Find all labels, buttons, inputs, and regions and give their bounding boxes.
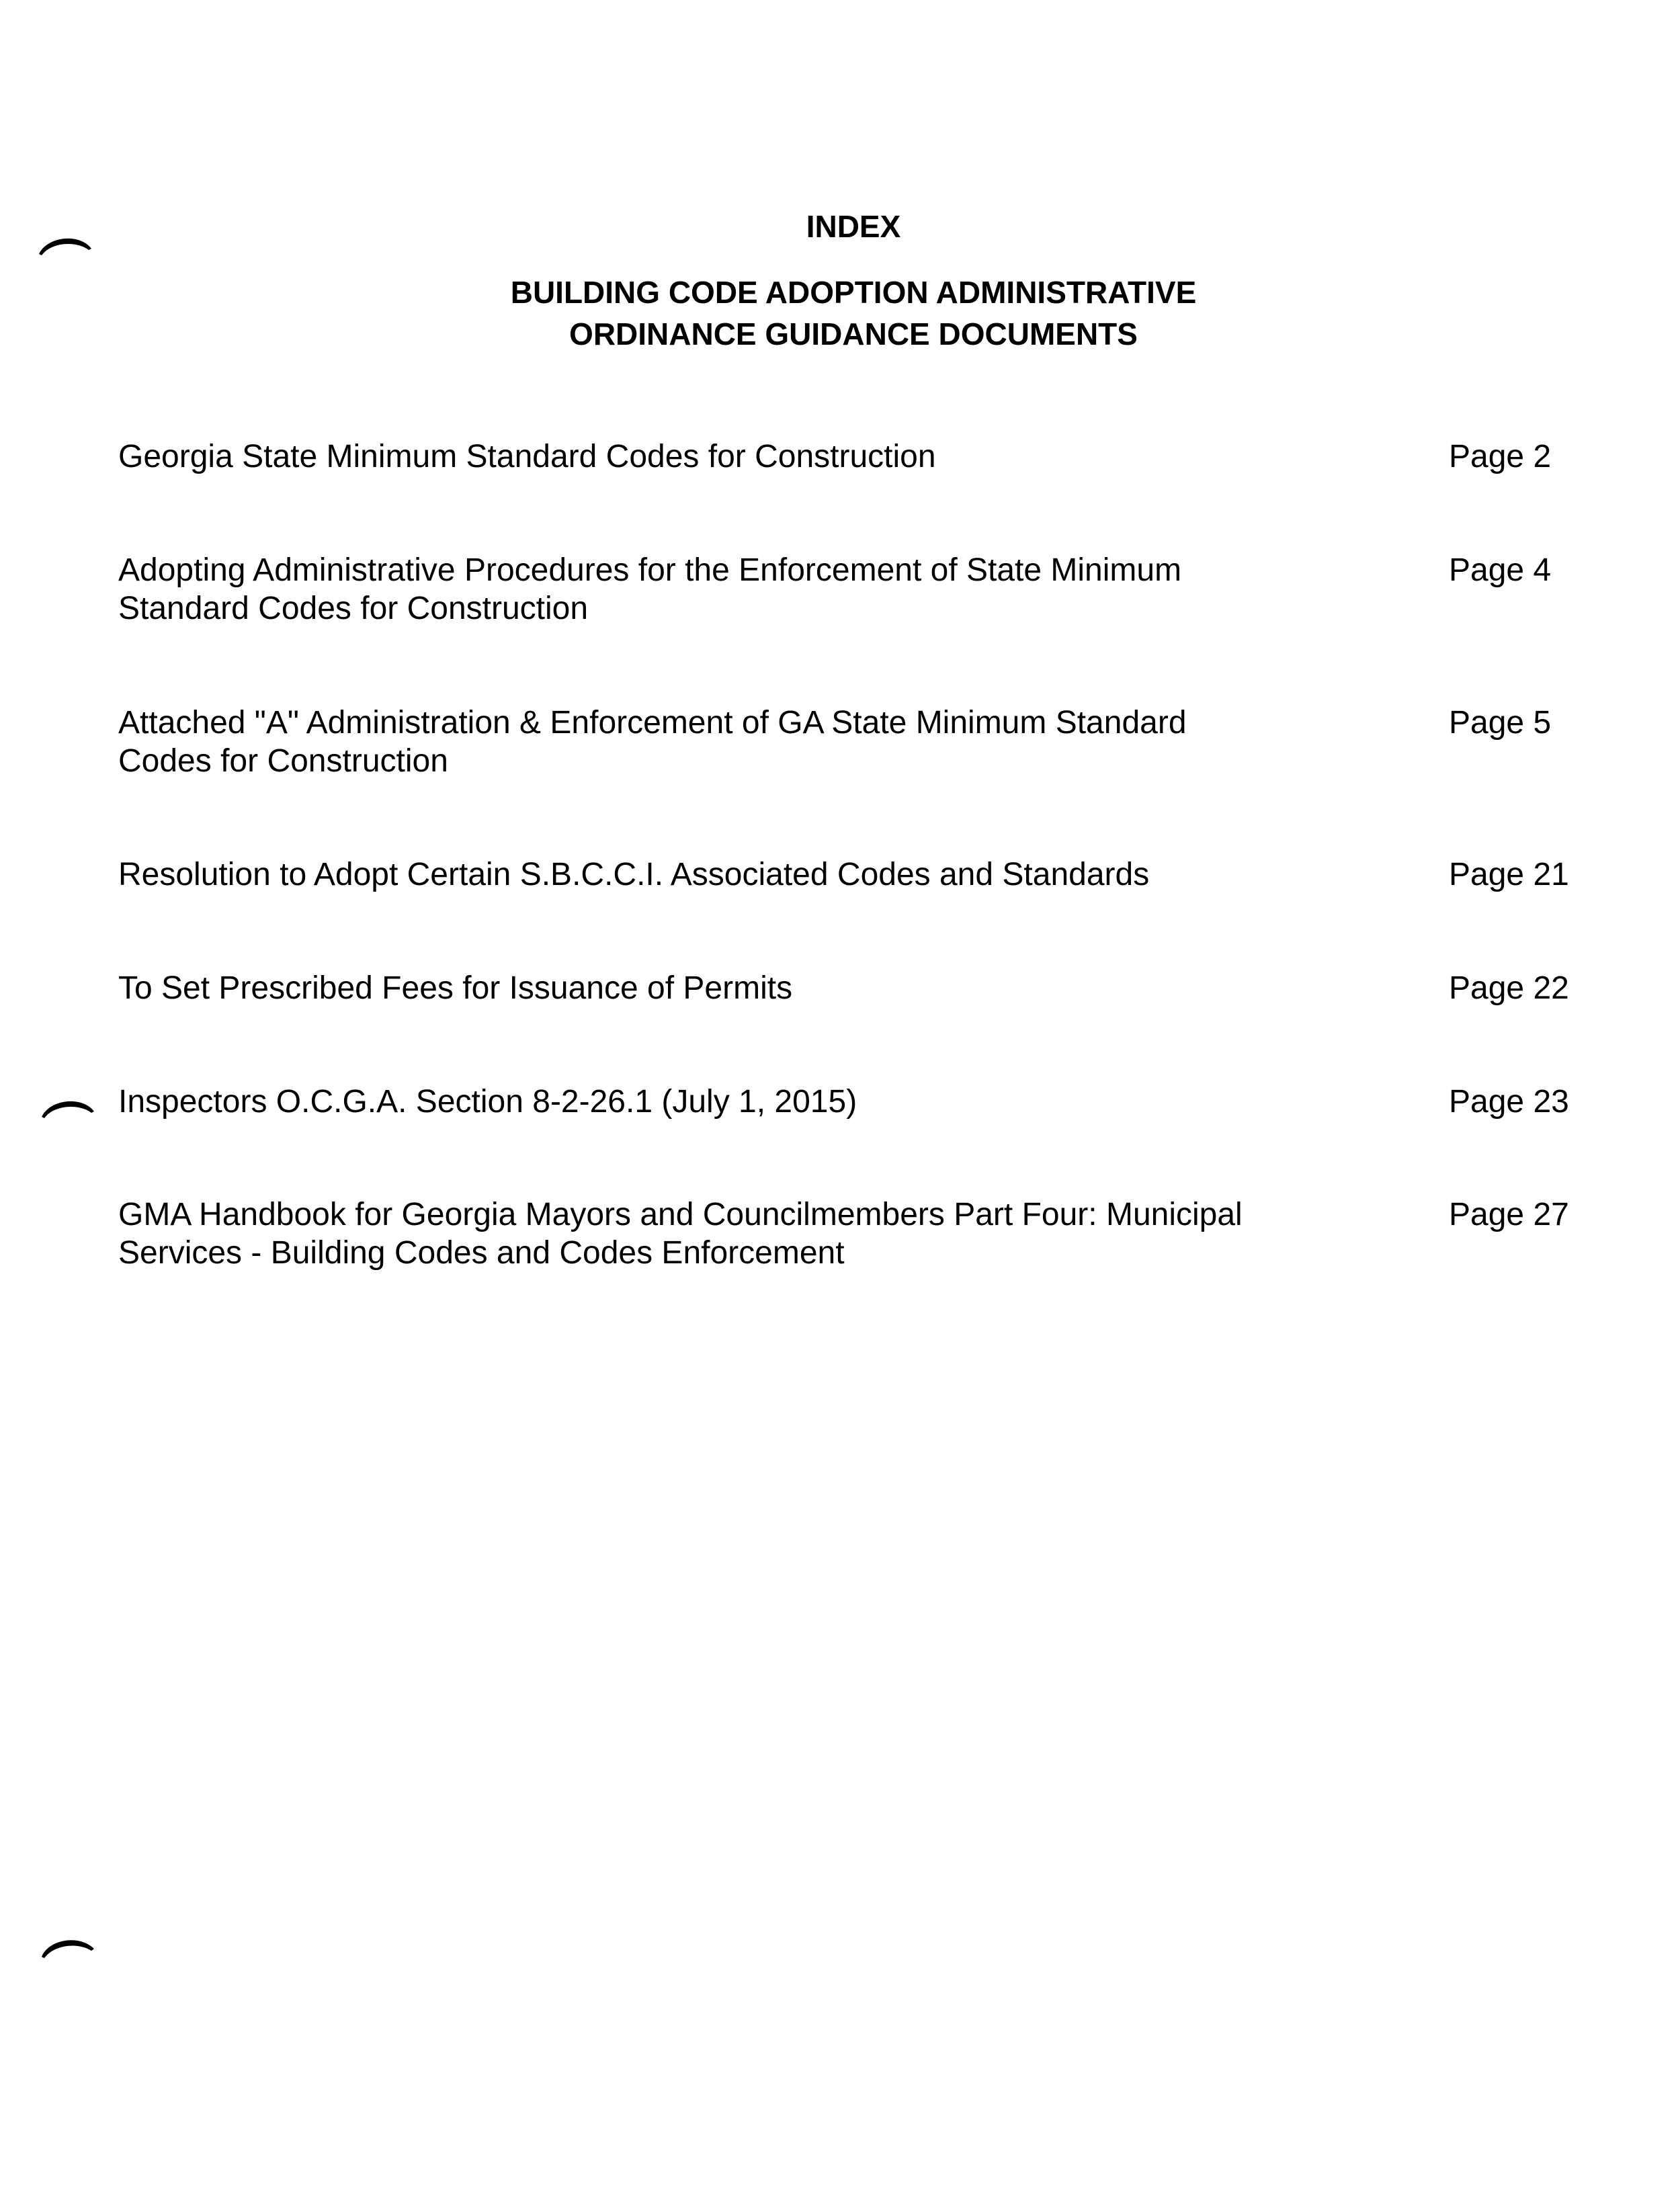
index-entry-page: Page 21 (1449, 857, 1569, 892)
index-entry-title: GMA Handbook for Georgia Mayors and Councilmembers Part Four: Municipal Services - Building Codes and Codes Enforcement (118, 1197, 1243, 1271)
binder-hole-mark-middle-icon (39, 1089, 99, 1122)
index-entry-page: Page 23 (1449, 1084, 1569, 1120)
index-entry-page: Page 22 (1449, 970, 1569, 1006)
binder-hole-mark-bottom-icon (38, 1927, 98, 1961)
subtitle-line-1: BUILDING CODE ADOPTION ADMINISTRATIVE (510, 275, 1197, 310)
index-entry-page: Page 5 (1449, 705, 1552, 741)
page-subtitle (0, 271, 1680, 355)
index-entry-title: Resolution to Adopt Certain S.B.C.C.I. Associated Codes and Standards (118, 857, 1150, 892)
page-title: INDEX (806, 209, 901, 244)
index-entry-title: Georgia State Minimum Standard Codes for Construction (118, 439, 936, 474)
index-entry-title: Inspectors O.C.G.A. Section 8-2-26.1 (July 1, 2015) (118, 1084, 857, 1120)
index-entry-page: Page 27 (1449, 1197, 1569, 1232)
index-entry-page: Page 4 (1449, 552, 1552, 588)
index-entry-title: Attached "A" Administration & Enforcement of GA State Minimum Standard Codes for Construction (118, 705, 1187, 779)
index-entry-page: Page 2 (1449, 439, 1552, 474)
subtitle-line-2: ORDINANCE GUIDANCE DOCUMENTS (569, 317, 1138, 351)
index-entry-title: Adopting Administrative Procedures for the Enforcement of State Minimum Standard Codes for Construction (118, 552, 1182, 626)
index-entry-title: To Set Prescribed Fees for Issuance of Permits (118, 970, 793, 1006)
